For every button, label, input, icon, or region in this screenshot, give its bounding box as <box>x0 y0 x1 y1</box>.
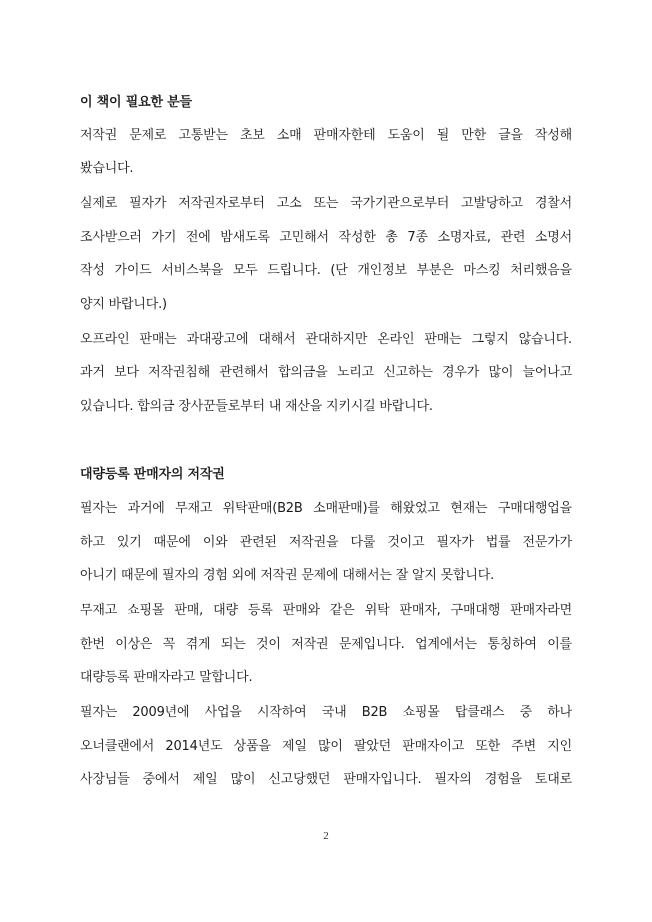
paragraph-line: 오너클랜에서 2014년도 상품을 제일 많이 팔았던 판매자이고 또한 주변 지인 <box>80 739 572 754</box>
paragraph-line: 작성 가이드 서비스북을 모두 드립니다. (단 개인정보 부분은 마스킹 처리했음을 <box>80 263 572 278</box>
paragraph-line: 양지 바랍니다.) <box>80 297 167 312</box>
paragraph-line: 대량등록 판매자라고 말합니다. <box>80 670 253 685</box>
paragraph-line: 필자는 과거에 무재고 위탁판매(B2B 소매판매)를 해왔었고 현재는 구매대행업을 <box>80 501 572 516</box>
paragraph-line: 하고 있기 때문에 이와 관련된 저작권을 다룰 것이고 필자가 법률 전문가가 <box>80 535 572 550</box>
paragraph-line: 무재고 쇼핑몰 판매, 대량 등록 판매와 같은 위탁 판매자, 구매대행 판매자라면 <box>80 603 572 618</box>
paragraph-line: 저작권 문제로 고통받는 초보 소매 판매자한테 도움이 될 만한 글을 작성해 <box>80 128 572 143</box>
paragraph-line: 봤습니다. <box>80 161 134 176</box>
page-number: 2 <box>323 830 329 842</box>
paragraph-line: 아니기 때문에 필자의 경험 외에 저작권 문제에 대해서는 잘 알지 못합니다. <box>80 568 494 583</box>
section-heading: 이 책이 필요한 분들 <box>80 95 192 110</box>
paragraph-line: 과거 보다 저작권침해 관련해서 합의금을 노리고 신고하는 경우가 많이 늘어나고 <box>80 365 572 380</box>
paragraph-line: 필자는 2009년에 사업을 시작하여 국내 B2B 쇼핑몰 탑클래스 중 하나 <box>80 705 572 720</box>
section-heading: 대량등록 판매자의 저작권 <box>80 467 225 482</box>
paragraph-line: 있습니다. 합의금 장사꾼들로부터 내 재산을 지키시길 바랍니다. <box>80 399 433 414</box>
paragraph-line: 오프라인 판매는 과대광고에 대해서 관대하지만 온라인 판매는 그렇지 않습니다. <box>80 332 572 347</box>
paragraph-line: 한번 이상은 꼭 겪게 되는 것이 저작권 문제입니다. 업계에서는 통칭하여 이를 <box>80 637 572 652</box>
paragraph-line: 사장님들 중에서 제일 많이 신고당했던 판매자입니다. 필자의 경험을 토대로 <box>80 772 572 787</box>
paragraph-line: 실제로 필자가 저작권자로부터 고소 또는 국가기관으로부터 고발당하고 경찰서 <box>80 196 572 211</box>
paragraph-line: 조사받으러 가기 전에 밤새도록 고민해서 작성한 총 7종 소명자료, 관련 소명서 <box>80 230 572 245</box>
